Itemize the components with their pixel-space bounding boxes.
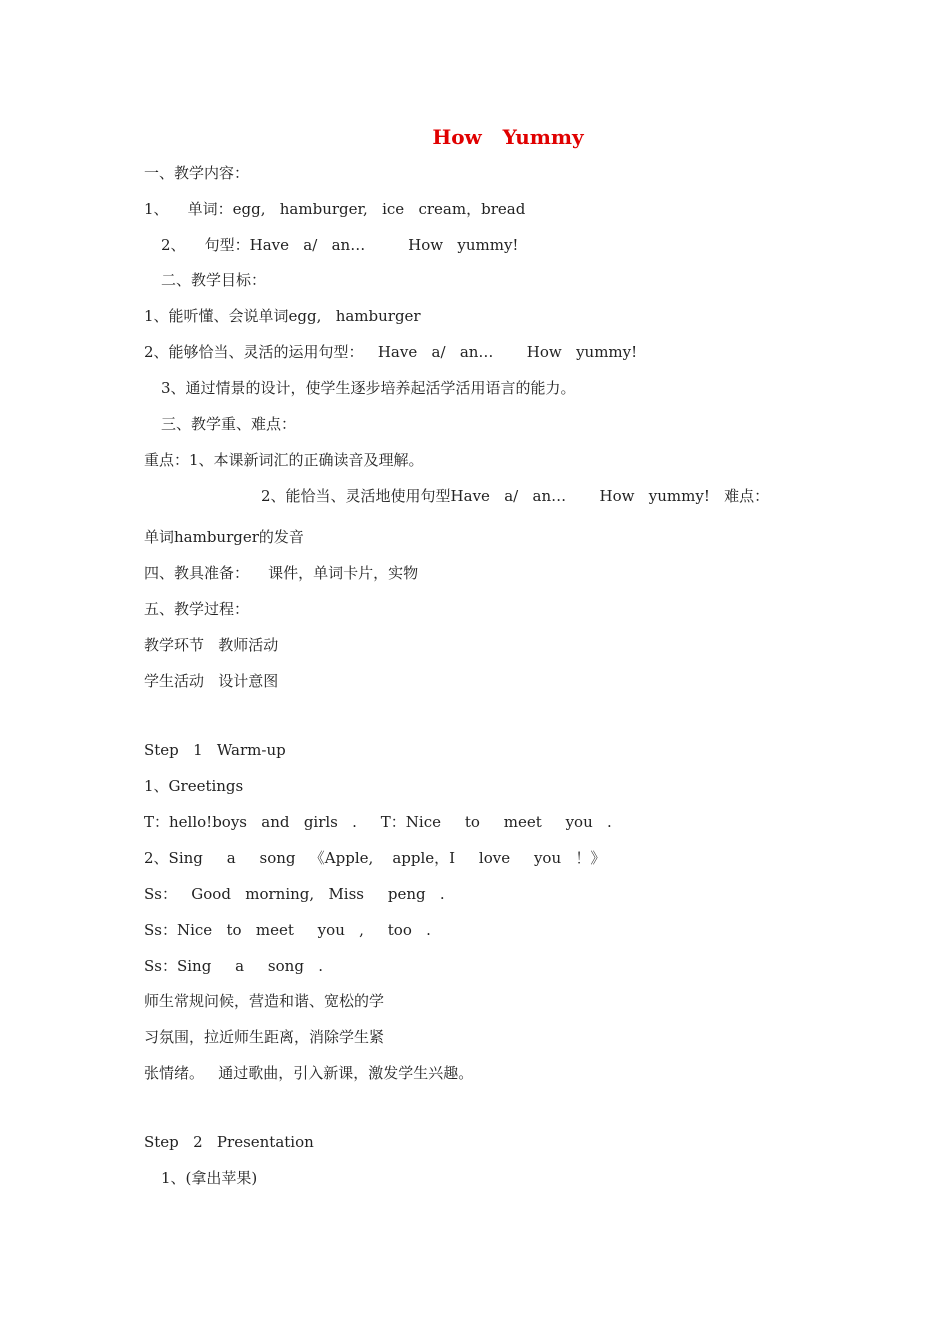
text-line-objective-2: 2、能够恰当、灵活的运用句型： Have a/ an… How yummy!	[144, 343, 638, 361]
text-line-intent-1: 师生常规问候，营造和谐、宽松的学	[144, 992, 385, 1010]
section-heading-key-points: 三、教学重、难点：	[161, 415, 297, 433]
text-line-table-header-2: 学生活动 设计意图	[144, 672, 279, 690]
text-line-greetings: 1、Greetings	[144, 777, 244, 795]
text-line-vocabulary: 1、 单词：egg, hamburger, ice cream，bread	[144, 200, 526, 218]
section-heading-content: 一、教学内容：	[144, 164, 250, 182]
section-heading-process: 五、教学过程：	[144, 600, 250, 618]
text-line-students-morning: Ss： Good morning, Miss peng .	[144, 885, 445, 903]
text-line-objective-3: 3、通过情景的设计，使学生逐步培养起活学活用语言的能力。	[161, 379, 576, 397]
text-line-take-apple: 1、(拿出苹果)	[161, 1169, 258, 1187]
text-line-sing-song: 2、Sing a song 《Apple, apple，I love you ！》	[144, 849, 606, 867]
text-line-intent-3: 张情绪。 通过歌曲，引入新课，激发学生兴趣。	[144, 1064, 474, 1082]
text-line-key-point-1: 重点：1、本课新词汇的正确读音及理解。	[144, 451, 424, 469]
section-heading-objectives: 二、教学目标：	[161, 271, 267, 289]
document-title: How Yummy	[432, 125, 584, 149]
text-line-difficulty: 单词hamburger的发音	[144, 528, 304, 546]
text-line-intent-2: 习氛围，拉近师生距离，消除学生紧	[144, 1028, 385, 1046]
text-line-teacher-greeting: T：hello!boys and girls . T：Nice to meet you .	[144, 813, 612, 831]
text-line-objective-1: 1、能听懂、会说单词egg, hamburger	[144, 307, 421, 325]
text-line-students-sing: Ss：Sing a song .	[144, 957, 323, 975]
text-line-sentence-pattern: 2、 句型：Have a/ an… How yummy!	[161, 236, 519, 254]
text-line-table-header-1: 教学环节 教师活动	[144, 636, 279, 654]
text-line-students-nice: Ss：Nice to meet you , too .	[144, 921, 431, 939]
section-heading-materials: 四、教具准备： 课件，单词卡片，实物	[144, 564, 419, 582]
step-heading-warm-up: Step 1 Warm-up	[144, 741, 286, 759]
step-heading-presentation: Step 2 Presentation	[144, 1133, 314, 1151]
text-line-key-point-2: 2、能恰当、灵活地使用句型Have a/ an… How yummy! 难点：	[261, 487, 770, 505]
